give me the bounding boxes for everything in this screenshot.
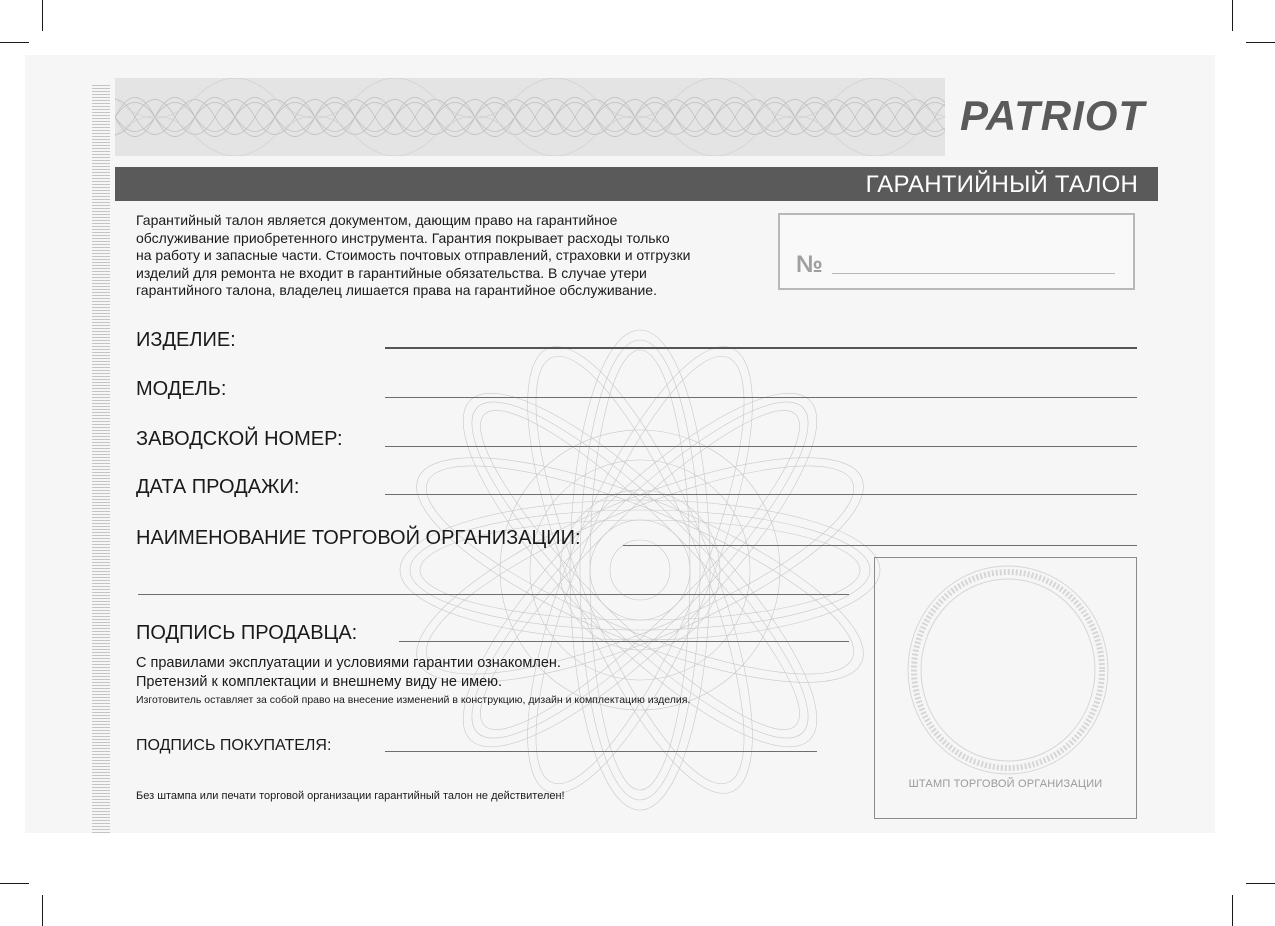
stamp-label: ШТАМП ТОРГОВОЙ ОРГАНИЗАЦИИ: [908, 778, 1103, 790]
intro-line: обслуживание приобретенного инструмента. Гарантия покрывает расходы только: [136, 229, 670, 246]
organization-field-line-2[interactable]: [138, 594, 849, 595]
crop-mark: [0, 883, 29, 884]
intro-line: гарантийного талона, владелец лишается права на гарантийное обслуживание.: [136, 282, 657, 298]
serial-field-line[interactable]: [385, 446, 1137, 447]
guilloche-band-pattern: [115, 78, 945, 156]
crop-mark: [42, 895, 43, 926]
number-box: [778, 213, 1135, 290]
model-label: МОДЕЛЬ:: [136, 378, 227, 400]
number-field-line[interactable]: [832, 273, 1115, 274]
buyer-signature-line[interactable]: [385, 751, 817, 752]
crop-mark: [1246, 42, 1275, 43]
patriot-logo: [958, 90, 1208, 136]
crop-mark: [0, 42, 29, 43]
product-field-line[interactable]: [385, 347, 1137, 349]
rosette-watermark: [350, 300, 930, 840]
intro-line: Гарантийный талон является документом, дающим право на гарантийное: [136, 212, 618, 228]
stamp-area: [874, 557, 1137, 819]
agreement-line-2: Претензий к комплектации и внешнему виду не имею.: [136, 674, 503, 690]
product-label: ИЗДЕЛИЕ:: [136, 329, 236, 351]
crop-mark: [42, 0, 43, 31]
seller-signature-line[interactable]: [399, 641, 849, 642]
footer-note: Без штампа или печати торговой организации гарантийный талон не действителен!: [136, 790, 565, 802]
sale-date-label: ДАТА ПРОДАЖИ:: [136, 476, 300, 498]
crop-mark: [1232, 895, 1233, 926]
organization-label: НАИМЕНОВАНИЕ ТОРГОВОЙ ОРГАНИЗАЦИИ:: [136, 527, 581, 549]
page-title: ГАРАНТИЙНЫЙ ТАЛОН: [865, 171, 1138, 198]
crop-mark: [1246, 883, 1275, 884]
agreement-line-1: С правилами эксплуатации и условиями гарантии ознакомлен.: [136, 655, 561, 671]
serial-label: ЗАВОДСКОЙ НОМЕР:: [136, 428, 343, 450]
intro-paragraph: [136, 212, 756, 300]
microtext-strip: [92, 85, 110, 833]
manufacturer-note: Изготовитель оставляет за собой право на внесение изменений в конструкцию, дизайн и комплектацию изделия.: [136, 694, 691, 706]
number-sign: №: [796, 251, 823, 278]
buyer-signature-label: ПОДПИСЬ ПОКУПАТЕЛЯ:: [136, 737, 332, 754]
sale-date-field-line[interactable]: [385, 494, 1137, 495]
crop-mark: [1232, 0, 1233, 31]
stamp-ring-watermark: [903, 561, 1113, 779]
model-field-line[interactable]: [385, 397, 1137, 398]
intro-line: изделий для ремонта не входит в гарантийные обязательства. В случае утери: [136, 264, 647, 281]
svg-text:PATRIOT: PATRIOT: [960, 92, 1146, 136]
intro-line: на работу и запасные части. Стоимость почтовых отправлений, страховки и отгрузки: [136, 247, 691, 263]
title-bar: [115, 167, 1158, 201]
seller-signature-label: ПОДПИСЬ ПРОДАВЦА:: [136, 622, 358, 644]
organization-field-line[interactable]: [623, 545, 1137, 546]
